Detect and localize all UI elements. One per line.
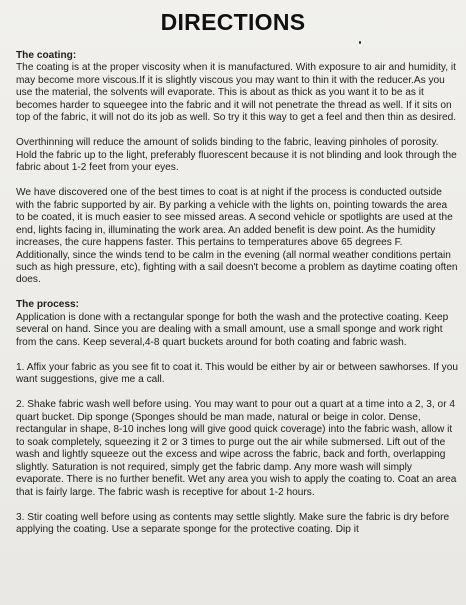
paragraph: We have discovered one of the best times to coat is at night if the process is conducted outside with the fabric supported by air. By parking a vehicle with the lights on, pointing towards the area to be coated, it is much easier to see missed areas. A second vehicle or spotlights are used at the end, lights facing in, illuminating the work area. An added benefit is dew point. As the humidity increases, the cure happens faster. This pertains to temperatures above 65 degrees F. Additionally, since the winds tend to be calm in the evening (all normal weather conditions pertain such as high pressure, etc), fighting with a sail doesn't become a problem as daytime coating often does. <box>16 187 458 286</box>
section-heading-process: The process: <box>16 299 80 311</box>
section-process <box>16 299 458 536</box>
page-title: DIRECTIONS <box>160 9 306 35</box>
section-coating <box>16 50 458 287</box>
paragraph: Application is done with a rectangular sponge for both the wash and the protective coating. Keep several on hand. Since you are dealing with a small amount, use a small sponge and work right from the cans. Keep several,4-8 quart buckets around for both coating and fabric wash. <box>16 311 449 348</box>
paragraph-step-1: 1. Affix your fabric as you see fit to coat it. This would be either by air or between sawhorses. If you want suggestions, give me a call. <box>16 361 458 386</box>
paragraph-step-3: 3. Stir coating well before using as contents may settle slightly. Make sure the fabric is dry before applying the coating. Use a separate sponge for the protective coating. Dip it <box>16 511 450 536</box>
document-body <box>16 50 458 549</box>
section-heading-coating: The coating: <box>16 50 77 61</box>
paragraph: The coating is at the proper viscosity when it is manufactured. With exposure to air and humidity, it may become more viscous.If it is slightly viscous you may want to thin it with the reducer.As you use the material, the solvents will evaporate. This is about as thick as you want it to be as it becomes harder to squeegee into the fabric and it will not penetrate the thread as well. If it sits on top of the fabric, it will not do its job as well. So try it this way to get a feel and then thin as desired. <box>16 62 457 124</box>
paragraph: Overthinning will reduce the amount of solids binding to the fabric, leaving pinholes of porosity. Hold the fabric up to the light, preferably fluorescent because it is not blinding and look through the fabric about 1-2 feet from your eyes. <box>16 137 457 174</box>
paragraph-step-2: 2. Shake fabric wash well before using. You may want to pour out a quart at a time into a 2, 3, or 4 quart bucket. Dip sponge (Sponges should be man made, natural or beige in color. Dense, rectangular in shape, 8-10 inches long will give good quick coverage) into the fabric wash, allow it to soak completely, squeezing it 2 or 3 times to purge out the air while submersed. Lift out of the wash and lightly squeeze out the excess and wipe across the fabric, back and forth, overlapping slightly. Saturation is not required, simply get the fabric damp. Any more wash will simply evaporate. There is no further benefit. Wet any area you wish to apply the coating to. Coat an area that is fairly large. The fabric wash is receptive for about 1-2 hours. <box>16 399 457 498</box>
scan-speck <box>359 41 361 44</box>
